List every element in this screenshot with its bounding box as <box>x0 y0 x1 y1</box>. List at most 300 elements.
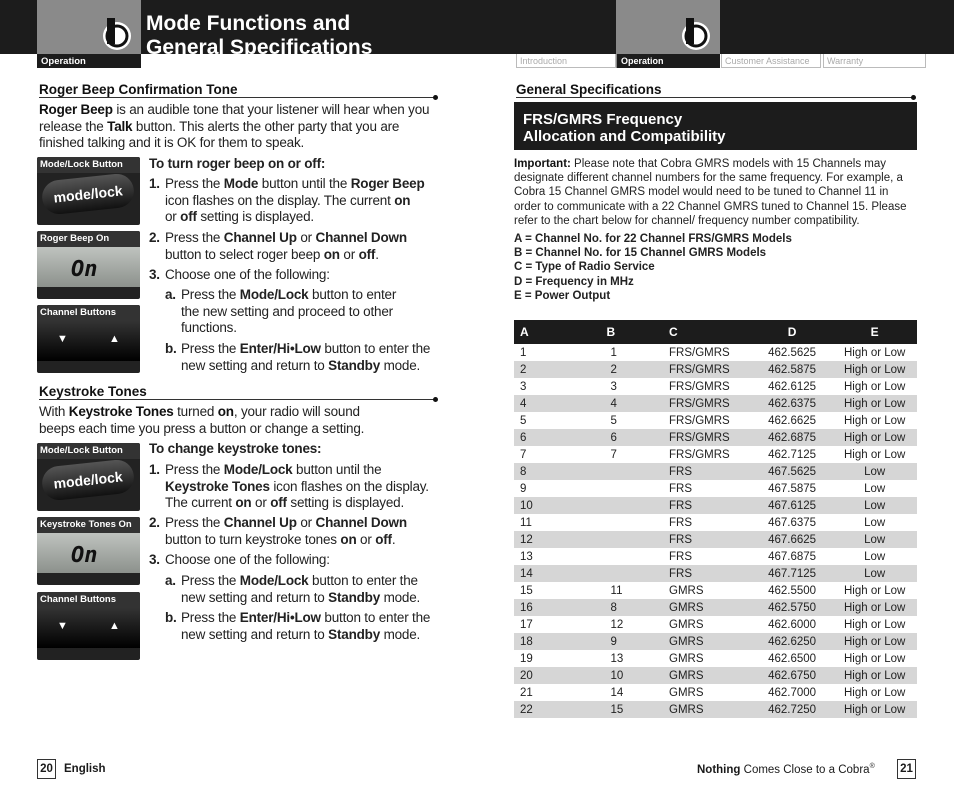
table-cell: 6 <box>514 429 587 446</box>
left-section-tab <box>37 0 141 68</box>
lcd-text: On <box>71 257 98 282</box>
t: on <box>323 246 340 262</box>
roger-step-3 <box>149 267 439 284</box>
table-cell <box>587 531 656 548</box>
footer-language: English <box>64 763 106 775</box>
tab-operation[interactable]: Operation <box>617 54 720 68</box>
step-num: 3. <box>149 552 160 567</box>
table-cell: Low <box>832 531 917 548</box>
table-cell: High or Low <box>843 686 906 699</box>
t: Keystroke Tones <box>165 478 270 494</box>
t: mode. <box>380 589 421 605</box>
table-cell: High or Low <box>832 395 917 412</box>
t: icon flashes on the display. <box>269 478 429 494</box>
t: Press the <box>165 515 224 530</box>
roger-step-3b <box>165 341 439 374</box>
legend-item: D = Frequency in MHz <box>514 275 634 288</box>
table-cell: 462.6000 <box>768 618 817 631</box>
table-cell: FRS/GMRS <box>669 380 730 393</box>
left-tab-label: Operation <box>37 54 141 68</box>
table-cell: High or Low <box>832 429 917 446</box>
table-row <box>514 531 917 548</box>
t: Channel Down <box>315 230 407 245</box>
specs-heading <box>516 82 913 98</box>
table-cell: GMRS <box>669 686 704 699</box>
table-cell: 7 <box>610 448 617 461</box>
table-cell: High or Low <box>843 584 906 597</box>
table-row <box>514 412 917 429</box>
table-cell: 462.6500 <box>768 652 817 665</box>
table-cell: Low <box>832 565 917 582</box>
table-cell <box>587 463 656 480</box>
col-header: C <box>655 320 752 344</box>
col-header: E <box>832 320 917 344</box>
table-cell: High or Low <box>832 361 917 378</box>
table-cell <box>587 480 656 497</box>
table-row <box>514 480 917 497</box>
table-cell: 467.6625 <box>752 531 833 548</box>
t: Enter/Hi•Low <box>239 341 321 356</box>
table-cell: GMRS <box>669 618 704 631</box>
table-cell: FRS <box>669 482 693 495</box>
t: beeps each time you press a button or change a setting. <box>39 420 365 436</box>
t: Press the <box>165 462 224 477</box>
t: Mode/Lock <box>223 462 293 477</box>
table-cell: 18 <box>514 633 587 650</box>
table-cell: 19 <box>520 652 533 665</box>
t: With <box>39 404 69 419</box>
step-num: 2. <box>149 230 160 245</box>
table-cell: FRS <box>655 497 752 514</box>
page-number-right: 21 <box>897 759 916 779</box>
t: Mode/Lock <box>239 287 309 302</box>
table-cell: High or Low <box>832 667 917 684</box>
t: button. This alerts the other party that you are <box>132 118 400 134</box>
t: button to enter the <box>308 573 418 588</box>
table-cell: 13 <box>520 550 533 563</box>
roger-intro <box>39 102 439 152</box>
keystroke-intro <box>39 404 439 437</box>
table-cell: FRS <box>669 550 693 563</box>
t: finished talking and it is OK for them to speak. <box>39 135 305 150</box>
t: Keystroke Tones <box>68 404 174 419</box>
t: Roger Beep <box>350 176 425 191</box>
table-row <box>514 616 917 633</box>
table-cell: 12 <box>514 531 587 548</box>
image-caption: Mode/Lock Button <box>37 157 140 173</box>
t: Nothing <box>697 763 741 776</box>
table-row <box>514 701 917 718</box>
t: on <box>394 192 411 208</box>
t: Press the <box>181 341 240 356</box>
lcd-text: On <box>71 543 98 568</box>
mode-lock-image <box>37 157 140 225</box>
table-cell: FRS <box>655 565 752 582</box>
table-cell: 1 <box>610 346 617 359</box>
heading-dot <box>433 397 438 402</box>
col-header: B <box>587 320 656 344</box>
table-cell: 8 <box>514 463 587 480</box>
table-cell: 22 <box>514 701 587 718</box>
table-cell: High or Low <box>843 380 906 393</box>
table-row <box>514 344 917 361</box>
t: mode. <box>380 357 421 373</box>
t: or <box>251 495 271 510</box>
table-row <box>514 650 917 667</box>
table-cell: FRS <box>669 516 693 529</box>
table-cell: 462.5500 <box>768 584 817 597</box>
col-header: D <box>752 320 833 344</box>
table-cell: FRS/GMRS <box>655 429 752 446</box>
t: Press the <box>181 610 240 625</box>
step-num: 2. <box>149 515 160 530</box>
frequency-table <box>514 320 917 718</box>
table-cell: 2 <box>514 361 587 378</box>
t: setting is displayed. <box>286 495 405 510</box>
mode-lock-button-photo: mode/lock <box>40 172 135 215</box>
roger-heading-text: Roger Beep Confirmation Tone <box>39 82 238 97</box>
image-caption: Mode/Lock Button <box>37 443 140 459</box>
t: mode. <box>380 626 421 642</box>
title-line-2: General Specifications <box>146 36 373 59</box>
t: new setting and return to <box>181 626 329 642</box>
lcd-display <box>37 247 140 287</box>
table-cell: High or Low <box>843 618 906 631</box>
t: or <box>356 531 376 547</box>
t: or <box>339 246 359 262</box>
table-cell: 4 <box>587 395 656 412</box>
roger-step-2 <box>149 230 439 263</box>
keystroke-on-image <box>37 517 140 585</box>
table-row <box>514 361 917 378</box>
table-cell: Low <box>864 482 886 495</box>
keystroke-heading <box>39 384 435 400</box>
t: button to turn keystroke tones <box>165 531 341 547</box>
arrow-up-icon: ▲ <box>109 333 120 345</box>
t: or <box>296 230 316 245</box>
step-num: b. <box>165 341 177 356</box>
table-cell: 5 <box>520 414 527 427</box>
t: Channel Up <box>223 230 297 245</box>
footer-tagline <box>697 763 875 776</box>
table-cell: 467.6375 <box>768 516 817 529</box>
step-num: a. <box>165 573 176 588</box>
table-cell: 13 <box>610 652 624 665</box>
arrow-down-icon: ▼ <box>57 620 68 632</box>
t: off <box>375 531 392 547</box>
table-cell: 17 <box>520 618 533 631</box>
table-cell: 12 <box>610 618 624 631</box>
table-cell: 462.5625 <box>768 346 817 359</box>
t: release the <box>39 118 108 134</box>
table-cell: GMRS <box>655 599 752 616</box>
table-cell: 462.5750 <box>752 599 833 616</box>
table-cell: Low <box>864 550 886 563</box>
header-bar <box>0 0 954 54</box>
roger-heading <box>39 82 435 98</box>
table-cell: 462.6250 <box>752 633 833 650</box>
page-title <box>146 12 372 60</box>
table-cell: FRS/GMRS <box>655 361 752 378</box>
table-row <box>514 463 917 480</box>
table-cell: 11 <box>520 516 532 529</box>
t: Mode <box>223 176 259 191</box>
table-row <box>514 667 917 684</box>
heading-dot <box>911 95 916 100</box>
table-row <box>514 446 917 463</box>
table-cell: 462.5875 <box>752 361 833 378</box>
specs-heading-text: General Specifications <box>516 82 662 97</box>
title-line-1: Mode Functions and <box>146 12 351 35</box>
mode-lock-image-2 <box>37 443 140 511</box>
t: off <box>180 209 197 224</box>
t: Mode/Lock <box>239 573 309 588</box>
col-header: A <box>514 320 587 344</box>
roger-subhead: To turn roger beep on or off: <box>149 156 326 171</box>
t: . <box>375 246 379 262</box>
table-cell: 4 <box>514 395 587 412</box>
t: setting is displayed. <box>196 209 314 224</box>
t: Talk <box>107 118 133 134</box>
table-cell: 8 <box>587 599 656 616</box>
table-cell: 462.7000 <box>768 686 817 699</box>
t: Important: <box>514 158 571 170</box>
step-num: b. <box>165 610 177 625</box>
keystroke-heading-text: Keystroke Tones <box>39 384 147 399</box>
table-cell: GMRS <box>655 633 752 650</box>
table-cell: 10 <box>587 667 656 684</box>
legend-item: C = Type of Radio Service <box>514 261 655 274</box>
mode-lock-button-photo: mode/lock <box>40 458 135 501</box>
roger-on-image <box>37 231 140 299</box>
arrow-up-icon: ▲ <box>109 620 120 632</box>
t: the new setting and proceed to other <box>181 303 393 319</box>
table-row <box>514 378 917 395</box>
t: off <box>358 246 376 262</box>
table-cell: High or Low <box>843 448 906 461</box>
cobra-logo-icon <box>95 14 133 52</box>
t: Press the <box>165 176 224 191</box>
image-caption: Channel Buttons <box>37 592 140 608</box>
t: button until the <box>292 462 382 477</box>
table-cell: 467.5625 <box>752 463 833 480</box>
table-cell: 467.6125 <box>752 497 833 514</box>
t: on <box>235 495 252 510</box>
step-num: 1. <box>149 176 160 191</box>
table-cell: FRS/GMRS <box>669 448 730 461</box>
page-number-left: 20 <box>37 759 56 779</box>
t: Press the <box>165 230 224 245</box>
t: Please note that Cobra GMRS models with 15 Channels may designate different channel numbers for the same frequency. For example, a Cobra 15 Channel GMRS model would need to be tuned to Channel 11 in order to communicate with a 22 Channel GMRS tuned to Channel 15. Please refer to the chart below for channel/ frequency number compatibility. <box>514 158 907 227</box>
table-row <box>514 548 917 565</box>
table-row <box>514 514 917 531</box>
table-cell: 10 <box>514 497 587 514</box>
table-cell: GMRS <box>655 701 752 718</box>
table-cell: 462.7250 <box>752 701 833 718</box>
table-cell: 467.5875 <box>768 482 817 495</box>
table-cell: 1 <box>520 346 527 359</box>
roger-step-1 <box>149 176 439 226</box>
table-cell <box>587 514 656 531</box>
t: button until the <box>258 176 351 191</box>
t: Choose one of the following: <box>165 267 330 282</box>
t: is an audible tone that your listener will hear when you <box>112 102 430 117</box>
box-line-2: Allocation and Compatibility <box>523 128 726 145</box>
table-row <box>514 684 917 701</box>
table-cell: FRS <box>655 463 752 480</box>
t: or <box>296 515 316 530</box>
table-cell: 7 <box>520 448 527 461</box>
heading-dot <box>433 95 438 100</box>
table-cell: 20 <box>514 667 587 684</box>
table-cell: FRS <box>655 531 752 548</box>
table-cell: 462.6125 <box>768 380 817 393</box>
channel-buttons-image-2 <box>37 592 140 660</box>
table-cell: 14 <box>610 686 624 699</box>
t: ® <box>869 763 875 770</box>
table-cell: High or Low <box>843 652 906 665</box>
table-cell: Low <box>832 463 917 480</box>
table-cell: High or Low <box>832 599 917 616</box>
t: . <box>391 531 396 547</box>
keystroke-step-1 <box>149 462 439 512</box>
keystroke-step-3b <box>165 610 439 643</box>
tab-introduction[interactable]: Introduction <box>516 54 616 68</box>
t: Enter/Hi•Low <box>239 610 321 625</box>
legend-item: B = Channel No. for 15 Channel GMRS Models <box>514 247 767 260</box>
t: Standby <box>328 357 381 373</box>
table-cell: 14 <box>514 565 587 582</box>
table-cell: 462.6750 <box>752 667 833 684</box>
t: Press the <box>181 287 240 302</box>
keystroke-step-2 <box>149 515 439 548</box>
table-cell: 21 <box>520 686 533 699</box>
t: or <box>165 209 181 224</box>
step-num: 1. <box>149 462 160 477</box>
table-row <box>514 497 917 514</box>
table-row <box>514 429 917 446</box>
table-cell: FRS/GMRS <box>669 346 730 359</box>
image-caption: Keystroke Tones On <box>37 517 140 533</box>
tab-customer-assistance[interactable]: Customer Assistance <box>721 54 821 68</box>
table-cell: 15 <box>520 584 533 597</box>
t: off <box>270 495 287 510</box>
t: Comes Close to a Cobra <box>740 763 870 776</box>
legend <box>514 232 918 303</box>
table-cell: 462.7125 <box>768 448 817 461</box>
t: button to enter the <box>320 341 431 356</box>
t: icon flashes on the display. The current <box>165 192 395 208</box>
keystroke-step-3a <box>165 573 439 606</box>
cobra-logo-icon-right <box>674 14 712 52</box>
legend-item: E = Power Output <box>514 289 611 302</box>
table-cell <box>587 497 656 514</box>
table-cell <box>587 548 656 565</box>
table-header-row <box>514 320 917 344</box>
table-cell: High or Low <box>843 346 906 359</box>
t: Choose one of the following: <box>165 552 330 567</box>
table-cell: GMRS <box>655 667 752 684</box>
channel-buttons-photo <box>37 321 140 361</box>
table-cell: 16 <box>514 599 587 616</box>
t: on <box>340 531 357 547</box>
table-cell: 11 <box>610 584 623 597</box>
step-num: 3. <box>149 267 160 282</box>
t: Roger Beep <box>39 102 113 117</box>
table-cell: 5 <box>610 414 617 427</box>
table-cell: 3 <box>520 380 527 393</box>
t: Standby <box>328 626 381 642</box>
table-cell: 462.6625 <box>768 414 817 427</box>
table-cell: High or Low <box>832 701 917 718</box>
t: Channel Up <box>223 515 297 530</box>
table-cell: 462.6875 <box>752 429 833 446</box>
step-num: a. <box>165 287 176 302</box>
t: new setting and return to <box>181 357 329 373</box>
table-row <box>514 565 917 582</box>
t: button to select roger beep <box>165 246 324 262</box>
frequency-box <box>514 102 917 150</box>
image-caption: Channel Buttons <box>37 305 140 321</box>
important-note <box>514 157 918 228</box>
table-cell: GMRS <box>669 584 704 597</box>
table-cell: 15 <box>587 701 656 718</box>
t: The current <box>165 495 236 510</box>
table-row <box>514 599 917 616</box>
table-cell: High or Low <box>832 633 917 650</box>
table-cell: 6 <box>587 429 656 446</box>
lcd-display <box>37 533 140 573</box>
table-cell: High or Low <box>843 414 906 427</box>
t: button to enter the <box>320 610 431 625</box>
keystroke-subhead: To change keystroke tones: <box>149 441 322 456</box>
table-cell: 467.6875 <box>768 550 817 563</box>
t: , your radio will sound <box>233 404 360 419</box>
image-caption: Roger Beep On <box>37 231 140 247</box>
box-line-1: FRS/GMRS Frequency <box>523 111 683 128</box>
t: on <box>217 404 234 419</box>
table-cell: GMRS <box>669 652 704 665</box>
channel-buttons-image <box>37 305 140 373</box>
arrow-down-icon: ▼ <box>57 333 68 345</box>
table-row <box>514 395 917 412</box>
t: Channel Down <box>315 515 407 530</box>
t: functions. <box>181 320 237 335</box>
table-cell: FRS/GMRS <box>655 395 752 412</box>
t: Press the <box>181 573 240 588</box>
table-cell: Low <box>832 497 917 514</box>
table-cell: 2 <box>587 361 656 378</box>
table-cell: 3 <box>610 380 617 393</box>
keystroke-step-3 <box>149 552 439 569</box>
table-cell <box>587 565 656 582</box>
t: Standby <box>328 589 381 605</box>
tab-warranty[interactable]: Warranty <box>823 54 926 68</box>
channel-buttons-photo <box>37 608 140 648</box>
table-cell: Low <box>864 516 886 529</box>
table-cell: 462.6375 <box>752 395 833 412</box>
t: turned <box>173 404 218 419</box>
table-cell: 9 <box>587 633 656 650</box>
t: button to enter <box>308 287 397 302</box>
table-cell: 9 <box>520 482 527 495</box>
table-cell: FRS/GMRS <box>669 414 730 427</box>
table-cell: 467.7125 <box>752 565 833 582</box>
table-row <box>514 633 917 650</box>
table-row <box>514 582 917 599</box>
roger-step-3a <box>165 287 439 337</box>
t: new setting and return to <box>181 589 329 605</box>
